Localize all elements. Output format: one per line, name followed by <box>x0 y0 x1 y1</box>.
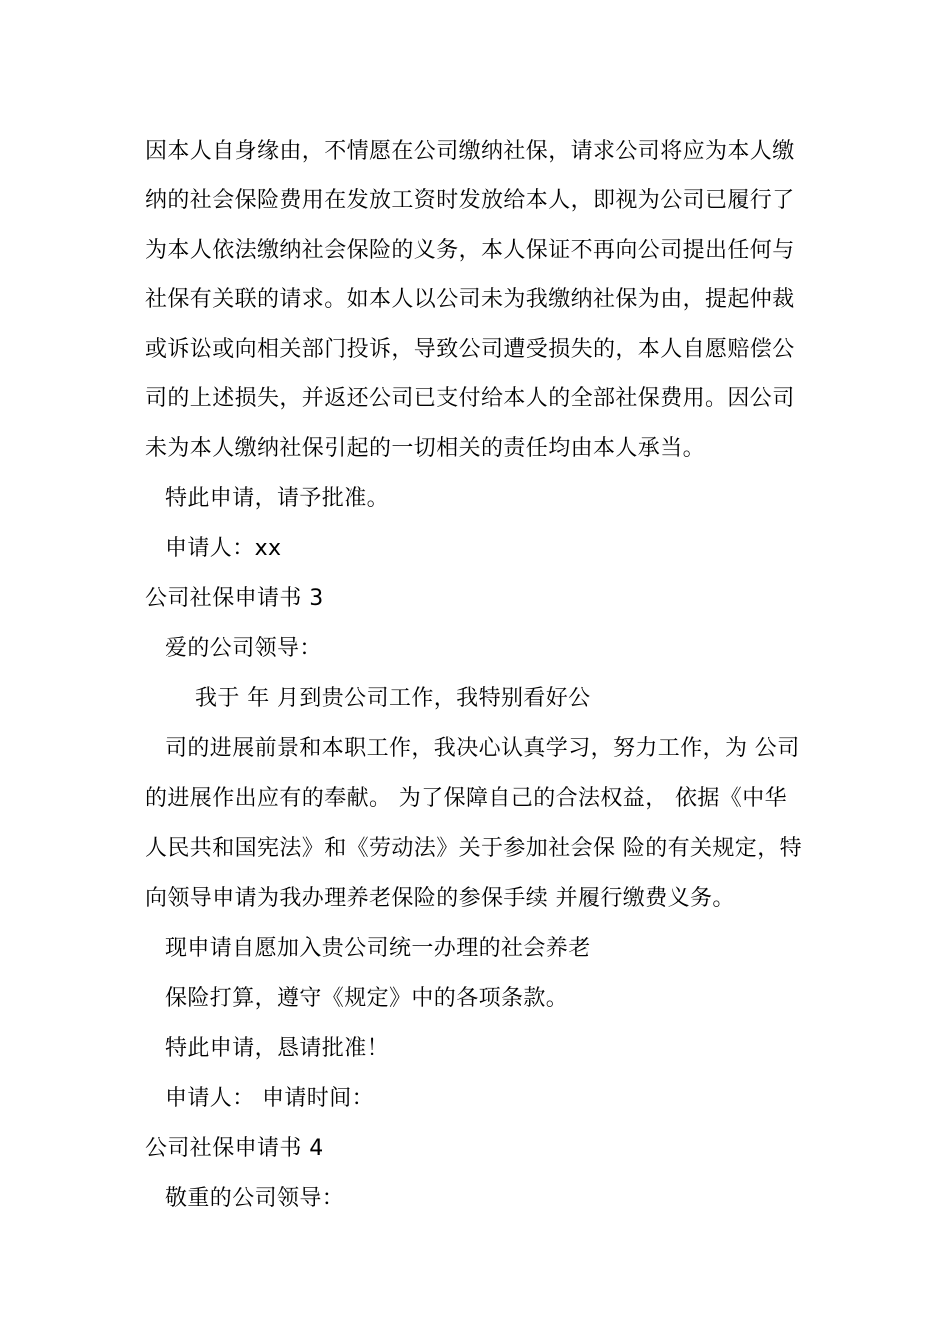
paragraph-line: 未为本人缴纳社保引起的一切相关的责任均由本人承当。 <box>145 436 706 461</box>
paragraph-line: 为本人依法缴纳社会保险的义务，本人保证不再向公司提出任何与 <box>145 238 795 263</box>
paragraph-line: 保险打算，遵守《规定》中的各项条款。 <box>165 986 569 1011</box>
paragraph-line: 司的进展前景和本职工作，我决心认真学习，努力工作，为 公司 <box>165 736 800 761</box>
paragraph-line: 现申请自愿加入贵公司统一办理的社会养老 <box>165 936 591 961</box>
section-heading-4: 公司社保申请书 4 <box>145 1136 324 1161</box>
applicant-signature: 申请人：xx <box>165 536 282 561</box>
salutation: 敬重的公司领导： <box>165 1186 345 1211</box>
applicant-signature: 申请人： 申请时间： <box>165 1086 374 1111</box>
paragraph-line: 人民共和国宪法》和《劳动法》关于参加社会保 险的有关规定，特 <box>145 836 802 861</box>
closing-request: 特此申请，恳请批准！ <box>165 1036 390 1061</box>
paragraph-line: 纳的社会保险费用在发放工资时发放给本人，即视为公司已履行了 <box>145 188 795 213</box>
paragraph-line: 的进展作出应有的奉献。 为了保障自己的合法权益， 依据《中华 <box>145 786 787 811</box>
section-heading-3: 公司社保申请书 3 <box>145 586 324 611</box>
closing-request: 特此申请，请予批准。 <box>165 486 390 511</box>
paragraph-line: 司的上述损失，并返还公司已支付给本人的全部社保费用。因公司 <box>145 386 795 411</box>
paragraph-line: 社保有关联的请求。如本人以公司未为我缴纳社保为由，提起仲裁 <box>145 287 795 312</box>
salutation: 爱的公司领导： <box>165 636 322 661</box>
paragraph-line: 因本人自身缘由，不情愿在公司缴纳社保，请求公司将应为本人缴 <box>145 139 795 164</box>
paragraph-line: 或诉讼或向相关部门投诉，导致公司遭受损失的，本人自愿赔偿公 <box>145 337 795 362</box>
paragraph-line: 我于 年 月到贵公司工作，我特别看好公 <box>195 686 591 711</box>
paragraph-line: 向领导申请为我办理养老保险的参保手续 并履行缴费义务。 <box>145 886 735 911</box>
